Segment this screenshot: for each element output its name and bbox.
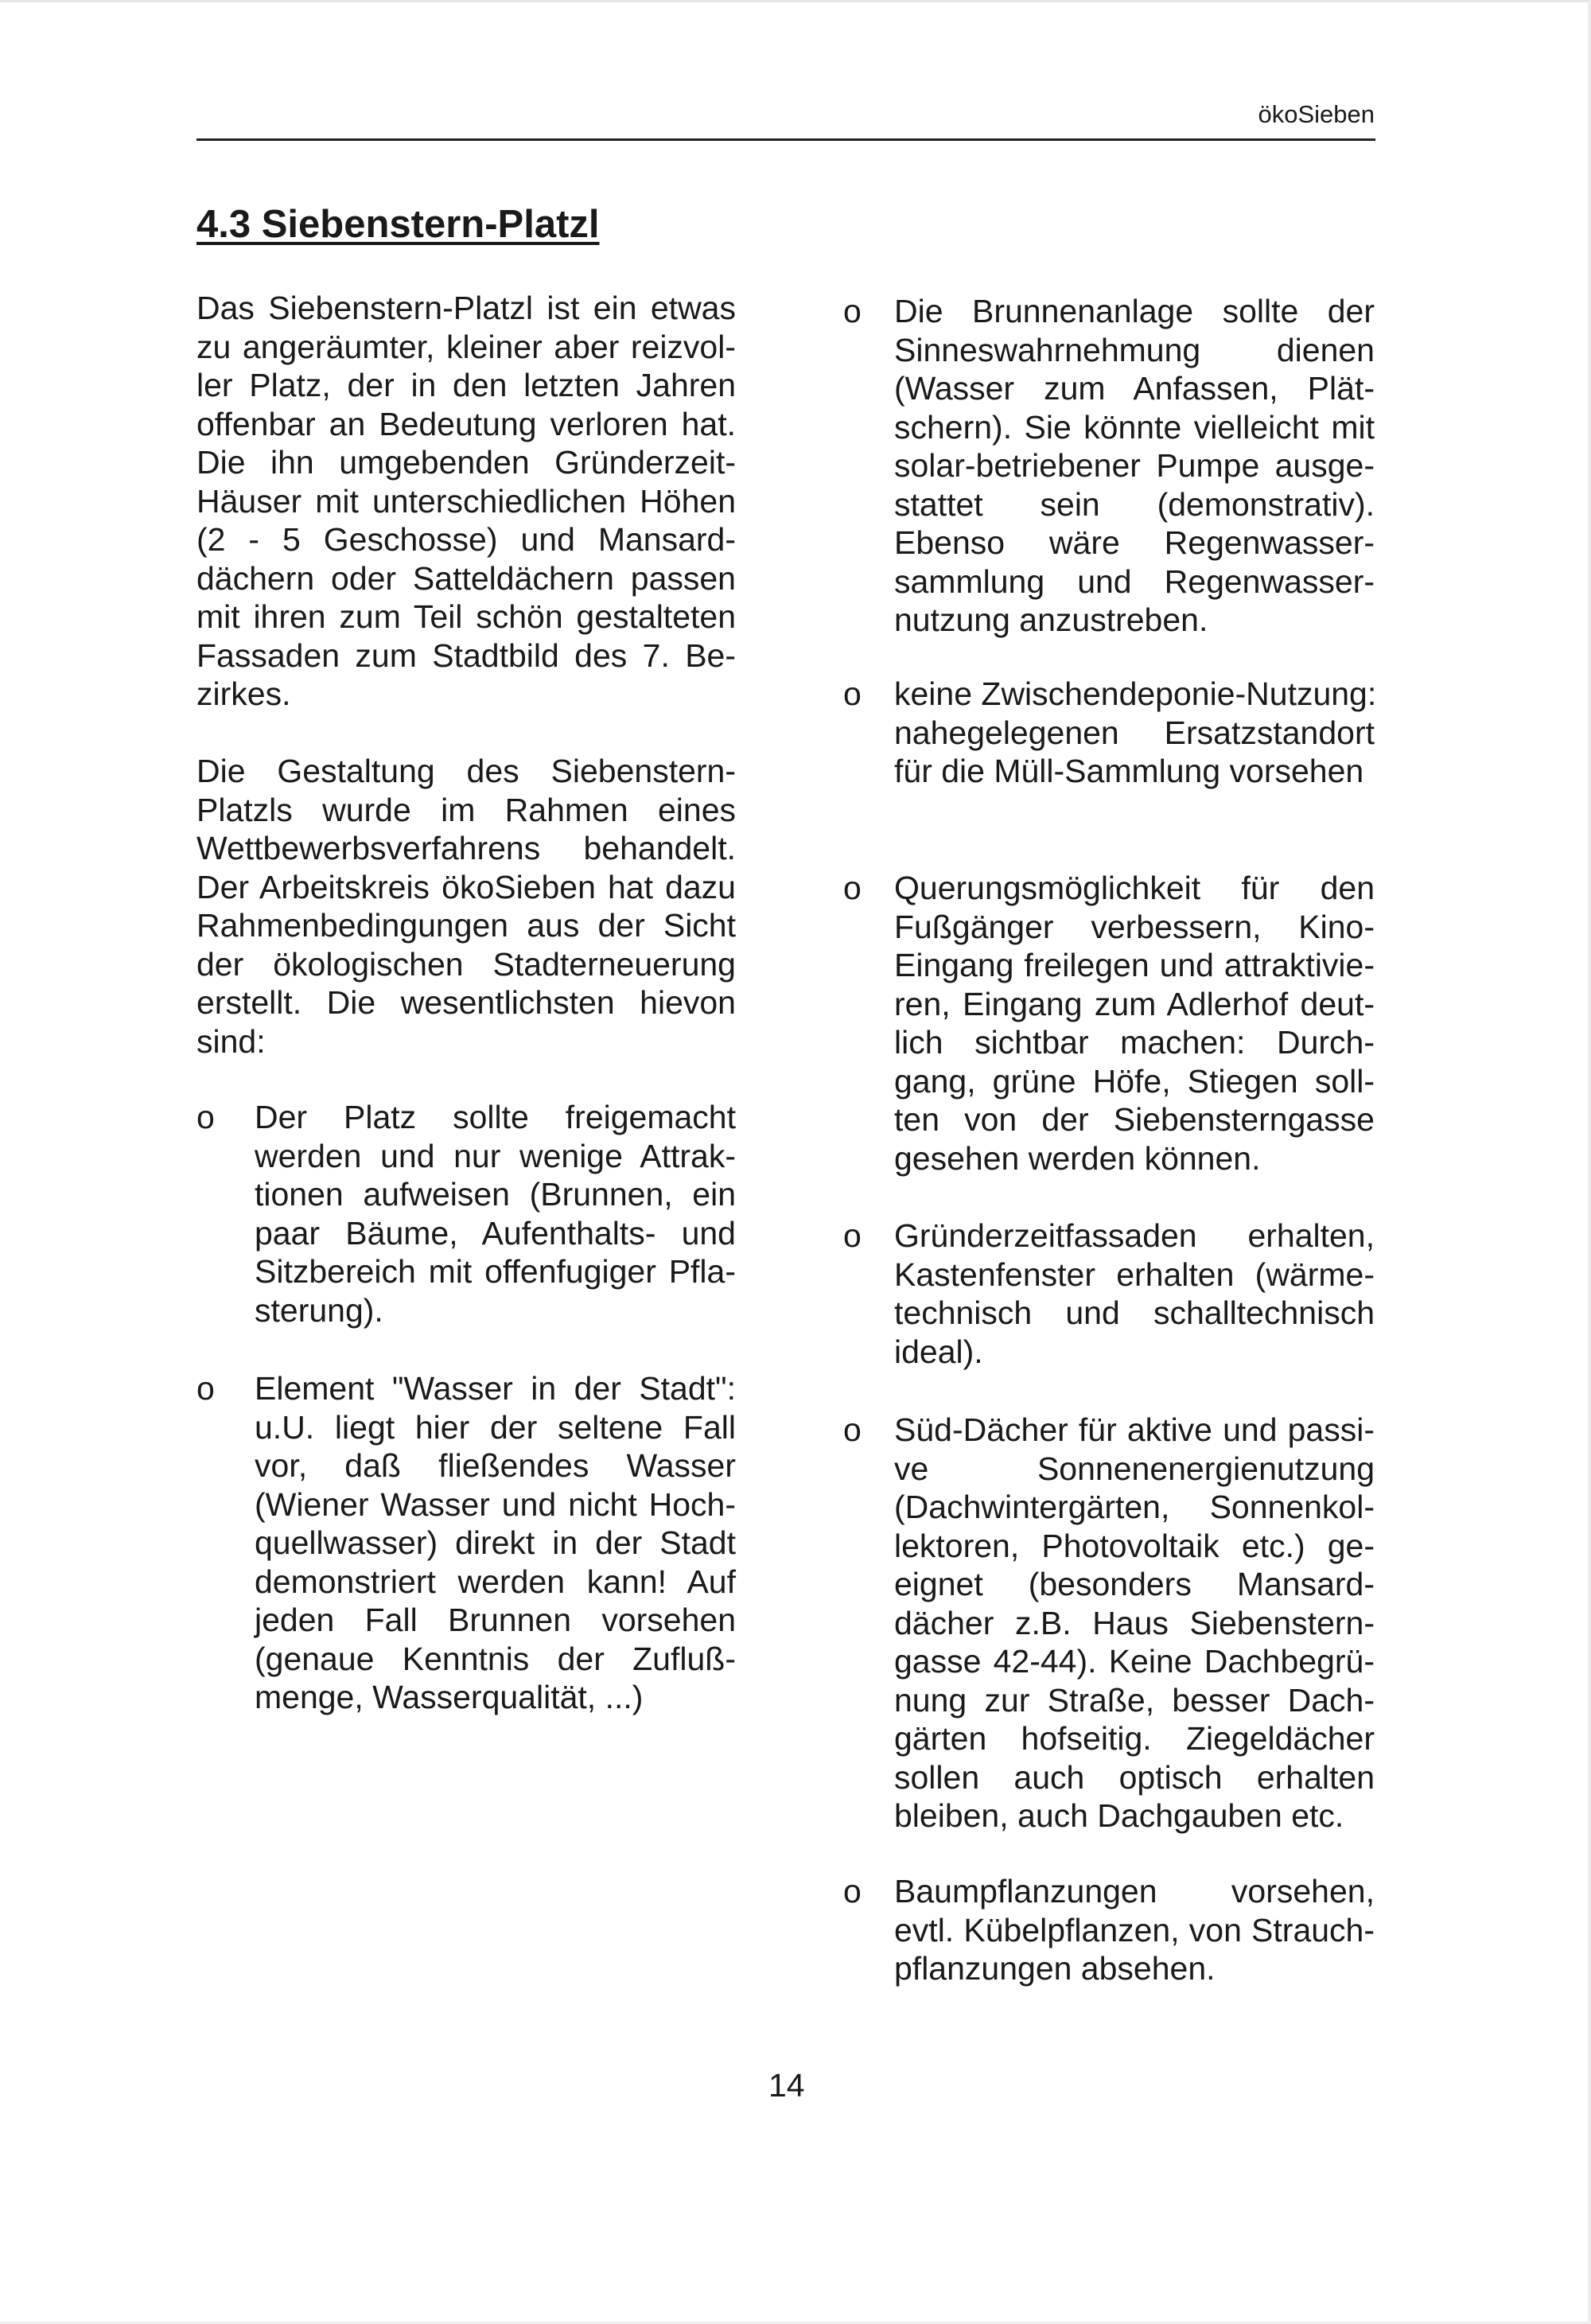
text-line: Sinneswahrnehmung dienen: [894, 331, 1375, 368]
text-line: Kastenfenster erhalten (wärme-: [894, 1255, 1375, 1293]
text-line: Die Gestaltung des Siebenstern-: [196, 753, 736, 789]
text-line: Rahmenbedingungen aus der Sicht: [196, 907, 736, 944]
bullet-item: [894, 1872, 1375, 1988]
bullet-item: [894, 1216, 1375, 1371]
text-line: paar Bäume, Aufenthalts- und: [255, 1214, 736, 1252]
text-line: mit ihren zum Teil schön gestalteten: [196, 598, 736, 635]
text-line: lektoren, Photovoltaik etc.) ge-: [894, 1527, 1375, 1564]
bullet-marker: o: [196, 1099, 215, 1135]
text-line: gasse 42-44). Keine Dachbegrü-: [894, 1643, 1375, 1680]
text-line: Der Platz sollte freigemacht: [255, 1099, 736, 1135]
bullet-item: [255, 1369, 736, 1717]
text-line: ler Platz, der in den letzten Jahren: [196, 367, 736, 403]
text-line: Sitzbereich mit offenfugiger Pfla-: [255, 1253, 736, 1290]
bullet-marker: o: [196, 1370, 215, 1407]
text-line: ve Sonnenenergienutzung: [894, 1450, 1375, 1487]
text-line: gärten hofseitig. Ziegeldächer: [894, 1720, 1375, 1757]
text-line: Gründerzeitfassaden erhalten,: [894, 1217, 1375, 1254]
header-rule: [196, 138, 1375, 141]
text-line: Süd-Dächer für aktive und passi-: [894, 1411, 1375, 1448]
text-line: ideal).: [894, 1333, 983, 1370]
text-line: offenbar an Bedeutung verloren hat.: [196, 405, 736, 442]
text-line: nung zur Straße, besser Dach-: [894, 1681, 1375, 1719]
text-line: (genaue Kenntnis der Zufluß-: [255, 1640, 736, 1677]
text-line: nahegelegenen Ersatzstandort: [894, 714, 1375, 751]
text-line: sind:: [196, 1022, 266, 1060]
text-line: Fußgänger verbessern, Kino-: [894, 908, 1375, 945]
text-line: für die Müll-Sammlung vorsehen: [894, 753, 1364, 789]
text-line: lich sichtbar machen: Durch-: [894, 1024, 1375, 1061]
text-line: Ebenso wäre Regenwasser-: [894, 524, 1375, 561]
text-line: sterung).: [255, 1291, 383, 1329]
bullet-marker: o: [843, 1411, 862, 1448]
text-line: keine Zwischendeponie-Nutzung:: [894, 675, 1377, 712]
text-line: Wettbewerbsverfahrens behandelt.: [196, 830, 736, 866]
text-line: Eingang freilegen und attraktivie-: [894, 947, 1375, 983]
text-line: Der Arbeitskreis ökoSieben hat dazu: [196, 868, 736, 905]
text-line: (Wiener Wasser und nicht Hoch-: [255, 1485, 736, 1523]
paragraph: [196, 289, 736, 714]
text-line: werden und nur wenige Attrak-: [255, 1137, 736, 1174]
text-line: evtl. Kübelpflanzen, von Strauch-: [894, 1911, 1375, 1948]
text-line: erstellt. Die wesentlichsten hievon: [196, 984, 736, 1021]
text-line: Häuser mit unterschiedlichen Höhen: [196, 482, 736, 520]
bullet-marker: o: [843, 870, 862, 906]
text-line: eignet (besonders Mansard-: [894, 1566, 1375, 1602]
text-line: solar-betriebener Pumpe ausge-: [894, 447, 1375, 484]
text-line: Querungsmöglichkeit für den: [894, 870, 1375, 906]
text-line: (2 - 5 Geschosse) und Mansard-: [196, 521, 736, 558]
text-line: jeden Fall Brunnen vorsehen: [255, 1602, 736, 1638]
bullet-item: [894, 292, 1375, 640]
text-line: bleiben, auch Dachgauben etc.: [894, 1797, 1344, 1834]
text-line: pflanzungen absehen.: [894, 1950, 1216, 1987]
bullet-marker: o: [843, 1217, 862, 1254]
text-line: dächer z.B. Haus Siebenstern-: [894, 1604, 1375, 1641]
text-line: demonstriert werden kann! Auf: [255, 1563, 736, 1600]
text-line: nutzung anzustreben.: [894, 601, 1208, 638]
bullet-item: [894, 869, 1375, 1178]
text-line: vor, daß fließendes Wasser: [255, 1447, 736, 1484]
text-line: sammlung und Regenwasser-: [894, 563, 1375, 600]
text-line: stattet sein (demonstrativ).: [894, 485, 1375, 523]
page-number: 14: [768, 2067, 805, 2104]
text-line: Fassaden zum Stadtbild des 7. Be-: [196, 636, 736, 674]
text-line: tionen aufweisen (Brunnen, ein: [255, 1176, 736, 1213]
bullet-item: [894, 1411, 1375, 1835]
paragraph: [196, 752, 736, 1061]
text-line: menge, Wasserqualität, ...): [255, 1679, 644, 1715]
text-line: (Wasser zum Anfassen, Plät-: [894, 370, 1375, 407]
text-line: schern). Sie könnte vielleicht mit: [894, 408, 1375, 446]
text-line: dächern oder Satteldächern passen: [196, 559, 736, 597]
text-line: Platzls wurde im Rahmen eines: [196, 791, 736, 828]
text-line: (Dachwintergärten, Sonnenkol-: [894, 1489, 1375, 1525]
text-line: sollen auch optisch erhalten: [894, 1758, 1375, 1796]
text-line: zirkes.: [196, 675, 291, 712]
text-line: Die ihn umgebenden Gründerzeit-: [196, 444, 736, 481]
text-line: Baumpflanzungen vorsehen,: [894, 1873, 1375, 1909]
text-line: Das Siebenstern-Platzl ist ein etwas: [196, 290, 736, 326]
text-line: gesehen werden können.: [894, 1139, 1261, 1177]
text-line: u.U. liegt hier der seltene Fall: [255, 1408, 736, 1446]
text-line: Die Brunnenanlage sollte der: [894, 293, 1375, 329]
bullet-marker: o: [843, 293, 862, 329]
bullet-item: [894, 675, 1375, 791]
text-line: der ökologischen Stadterneuerung: [196, 945, 736, 983]
text-line: ren, Eingang zum Adlerhof deut-: [894, 985, 1375, 1022]
bullet-marker: o: [843, 1873, 862, 1909]
text-line: quellwasser) direkt in der Stadt: [255, 1524, 736, 1561]
text-line: zu angeräumter, kleiner aber reizvol-: [196, 328, 736, 365]
text-line: gang, grüne Höfe, Stiegen soll-: [894, 1062, 1375, 1100]
bullet-marker: o: [843, 675, 862, 712]
text-line: ten von der Siebensterngasse: [894, 1101, 1375, 1138]
section-heading: 4.3 Siebenstern-Platzl: [196, 203, 600, 246]
text-line: Element "Wasser in der Stadt":: [255, 1370, 736, 1407]
running-header: ökoSieben: [1258, 100, 1375, 128]
bullet-item: [255, 1098, 736, 1329]
text-line: technisch und schalltechnisch: [894, 1294, 1375, 1331]
